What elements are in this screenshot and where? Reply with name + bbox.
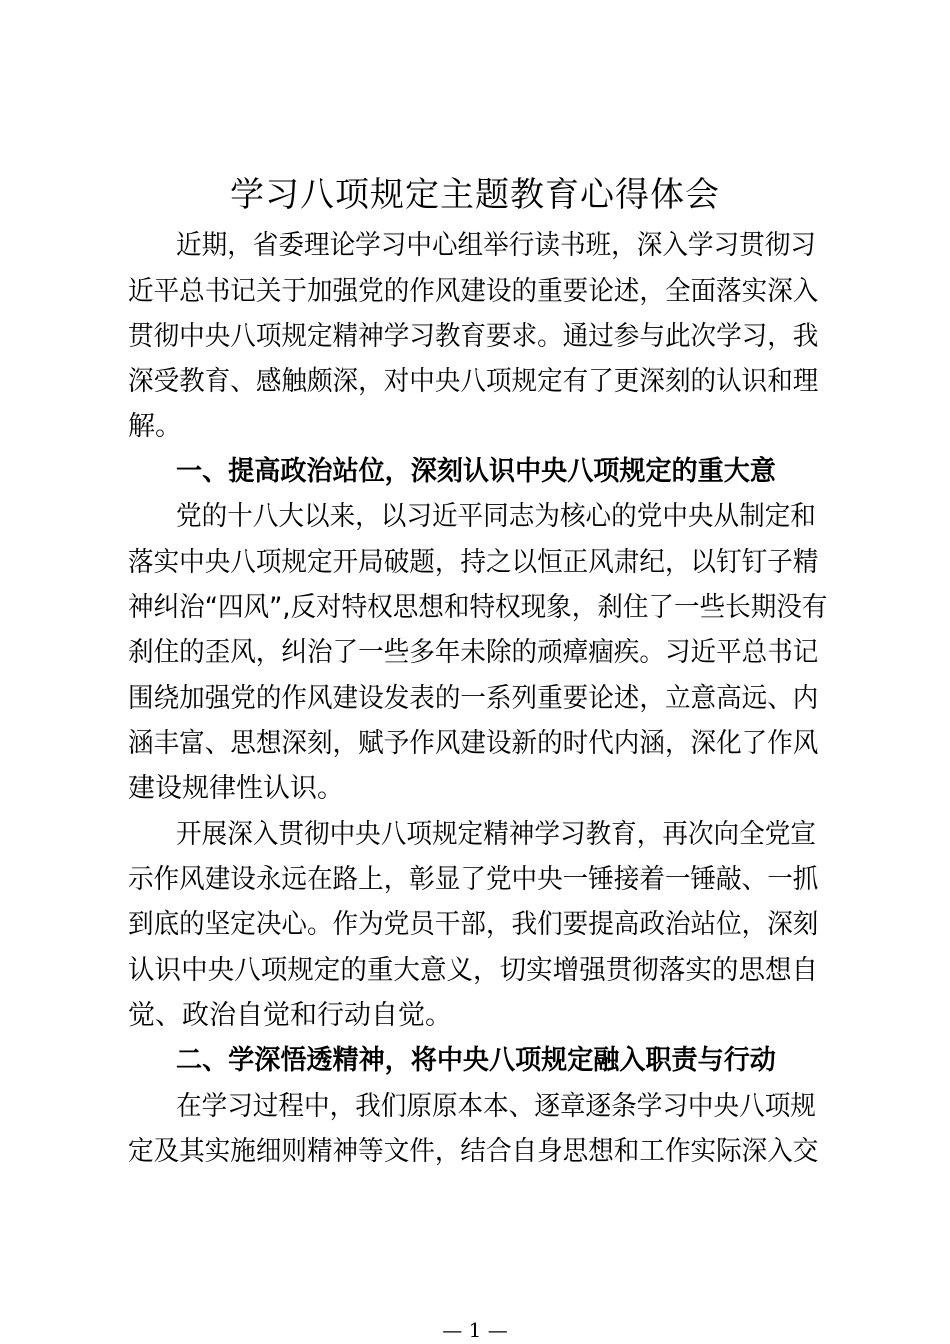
body-line: 示作风建设永远在路上，彰显了党中央一锤接着一锤敲、一抓: [128, 864, 819, 895]
body-line: 刹住的歪风，纠治了一些多年未除的顽瘴痼疾。习近平总书记: [128, 637, 819, 668]
body-line: 涵丰富、思想深刻，赋予作风建设新的时代内涵，深化了作风: [128, 728, 819, 759]
body-line: 贯彻中央八项规定精神学习教育要求。通过参与此次学习，我: [128, 321, 819, 352]
body-line: 近平总书记关于加强党的作风建设的重要论述，全面落实深入: [128, 276, 819, 307]
page-number: — 1 —: [442, 1318, 508, 1342]
body-line: 党的十八大以来，以习近平同志为核心的党中央从制定和: [176, 501, 816, 532]
body-line: 定及其实施细则精神等文件，结合自身思想和工作实际深入交: [128, 1136, 819, 1167]
body-line: 解。: [128, 411, 182, 442]
body-line: 开展深入贯彻中央八项规定精神学习教育，再次向全党宣: [176, 819, 816, 850]
body-line: 在学习过程中，我们原原本本、逐章逐条学习中央八项规: [176, 1091, 816, 1122]
section-heading-2: 二、学深悟透精神，将中央八项规定融入职责与行动: [176, 1045, 776, 1076]
body-line: 神纠治“四风”,反对特权思想和特权现象，刹住了一些长期没有: [128, 592, 828, 623]
body-line: 深受教育、感触颇深，对中央八项规定有了更深刻的认识和理: [128, 366, 819, 397]
body-line: 落实中央八项规定开局破题，持之以恒正风肃纪，以钉钉子精: [128, 547, 819, 578]
body-line: 围绕加强党的作风建设发表的一系列重要论述，立意高远、内: [128, 683, 819, 714]
body-line: 建设规律性认识。: [128, 773, 344, 804]
body-line: 觉、政治自觉和行动自觉。: [128, 1000, 452, 1031]
body-line: 近期，省委理论学习中心组举行读书班，深入学习贯彻习: [176, 230, 816, 261]
section-heading-1: 一、提高政治站位，深刻认识中央八项规定的重大意: [176, 456, 776, 487]
body-line: 认识中央八项规定的重大意义，切实增强贯彻落实的思想自: [128, 955, 819, 986]
document-title: 学习八项规定主题教育心得体会: [230, 175, 720, 215]
body-line: 到底的坚定决心。作为党员干部，我们要提高政治站位，深刻: [128, 909, 819, 940]
